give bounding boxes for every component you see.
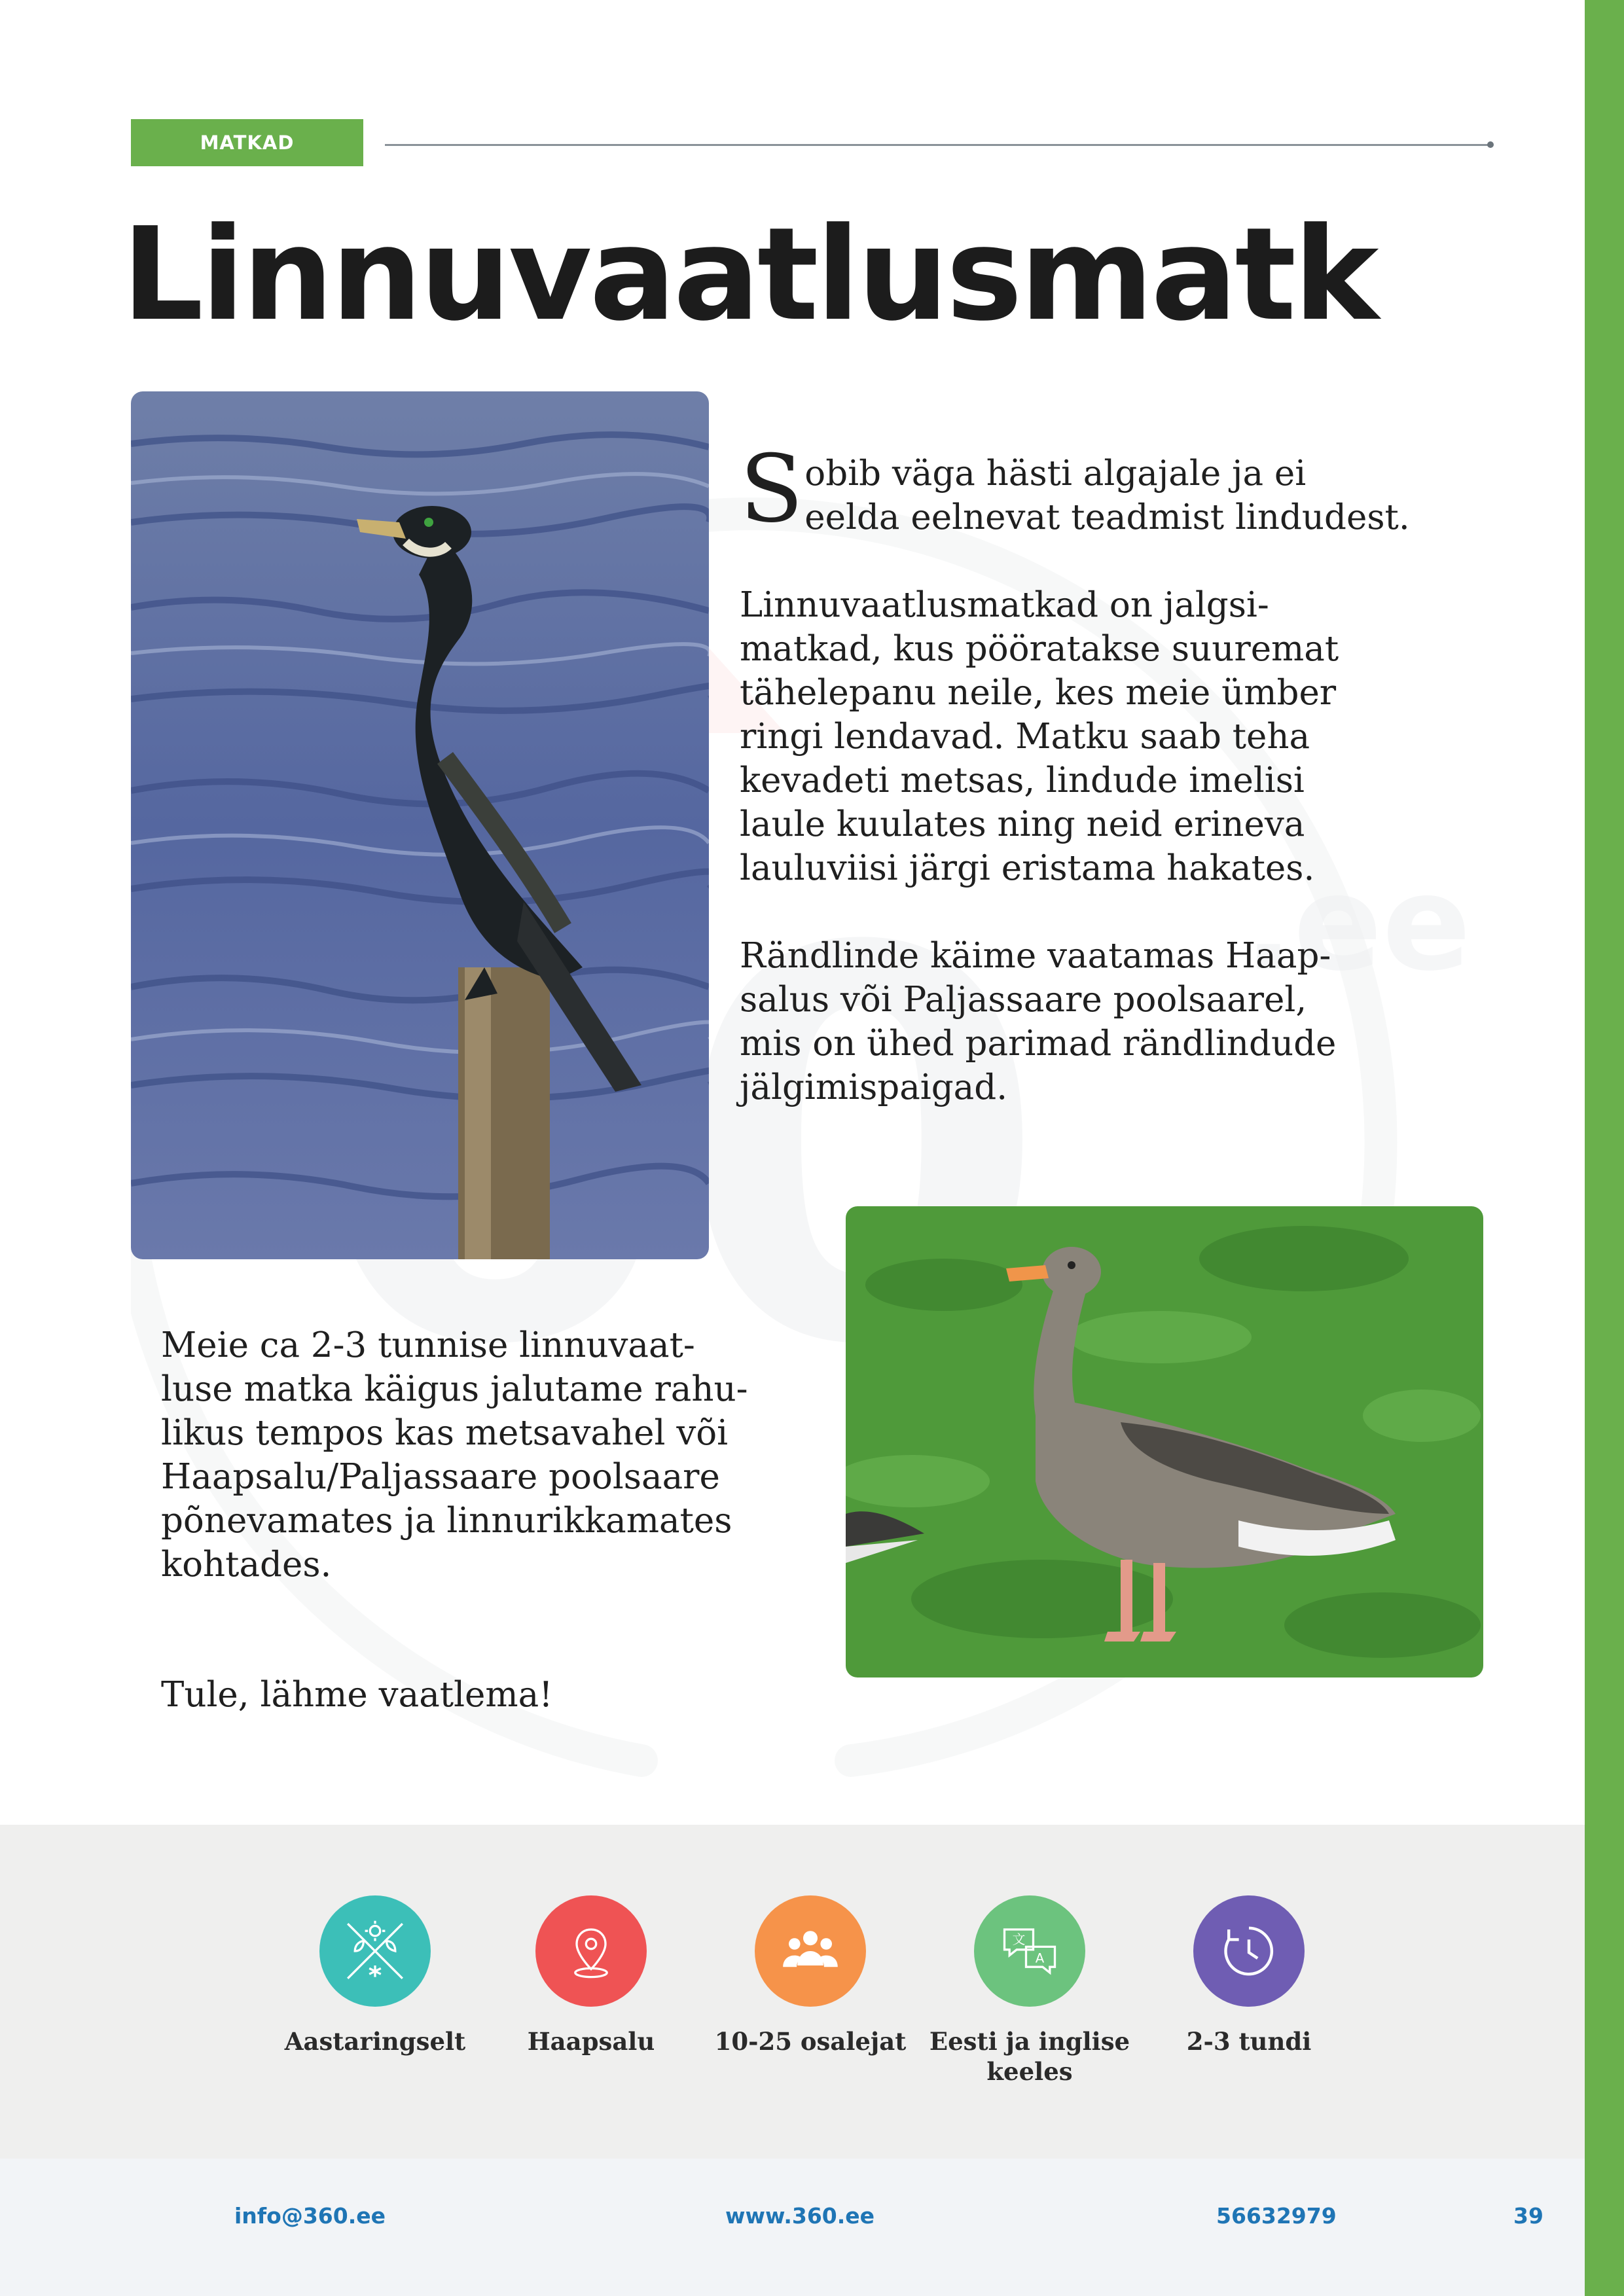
intro-paragraph-2: Linnuvaatlusmatkad on jalgsi- matkad, kus pööratakse suuremat tähelepanu neile, kes meie ümber ringi lendavad. Matku saab teha kevadeti metsas, lindude imelisi laule kuulates ning neid erineva lauluviisi järgi eristama hakates. [740,585,1339,888]
goose-photo [846,1206,1483,1677]
details-paragraph: Meie ca 2-3 tunnise linnuvaat- luse matka käigus jalutame rahu- likus tempos kas metsavahel või Haapsalu/Paljassaare poolsaare põnevamates ja linnurikkamates kohtades. [161,1325,748,1585]
svg-text:A: A [1035,1950,1045,1966]
info-label-language: Eesti ja inglise keeles [929,2027,1130,2086]
info-label-location: Haapsalu [527,2027,655,2056]
info-item-location [480,1895,702,2056]
svg-text:文: 文 [1012,1932,1026,1947]
footer-website-link[interactable]: www.360.ee [725,2203,875,2229]
info-label-group: 10-25 osalejat [714,2027,907,2056]
intro-paragraph-1: Sobib väga hästi algajale ja ei eelda eelnevat teadmist lindudest. [740,435,1410,543]
cormorant-photo [131,391,709,1259]
info-item-group [699,1895,922,2056]
clock-icon [1193,1895,1305,2007]
info-item-season [264,1895,486,2056]
section-tag: MATKAD [131,119,363,166]
group-icon [755,1895,866,2007]
info-item-language [918,1895,1141,2087]
location-pin-icon [535,1895,647,2007]
intro-text [740,435,1410,1109]
info-label-duration: 2-3 tundi [1186,2027,1312,2056]
info-item-duration [1138,1895,1360,2056]
seasons-icon [319,1895,431,2007]
footer-phone[interactable]: 56632979 [1216,2203,1337,2229]
right-accent-bar [1585,0,1624,2296]
intro-paragraph-3: Rändlinde käime vaatamas Haap- salus või Paljassaare poolsaarel, mis on ühed parimad rändlindude jälgimispaigad. [740,936,1337,1107]
tag-divider [385,144,1491,146]
info-label-season: Aastaringselt [284,2027,466,2056]
page-title: Linnuvaatlusmatk [122,200,1377,350]
drop-cap: S [740,435,804,543]
tag-divider-dot [1487,141,1494,148]
translate-icon [974,1895,1085,2007]
details-text [161,1323,748,1587]
call-to-action: Tule, lähme vaatlema! [161,1675,553,1715]
footer-email-link[interactable]: info@360.ee [234,2203,386,2229]
page-number: 39 [1513,2203,1543,2229]
